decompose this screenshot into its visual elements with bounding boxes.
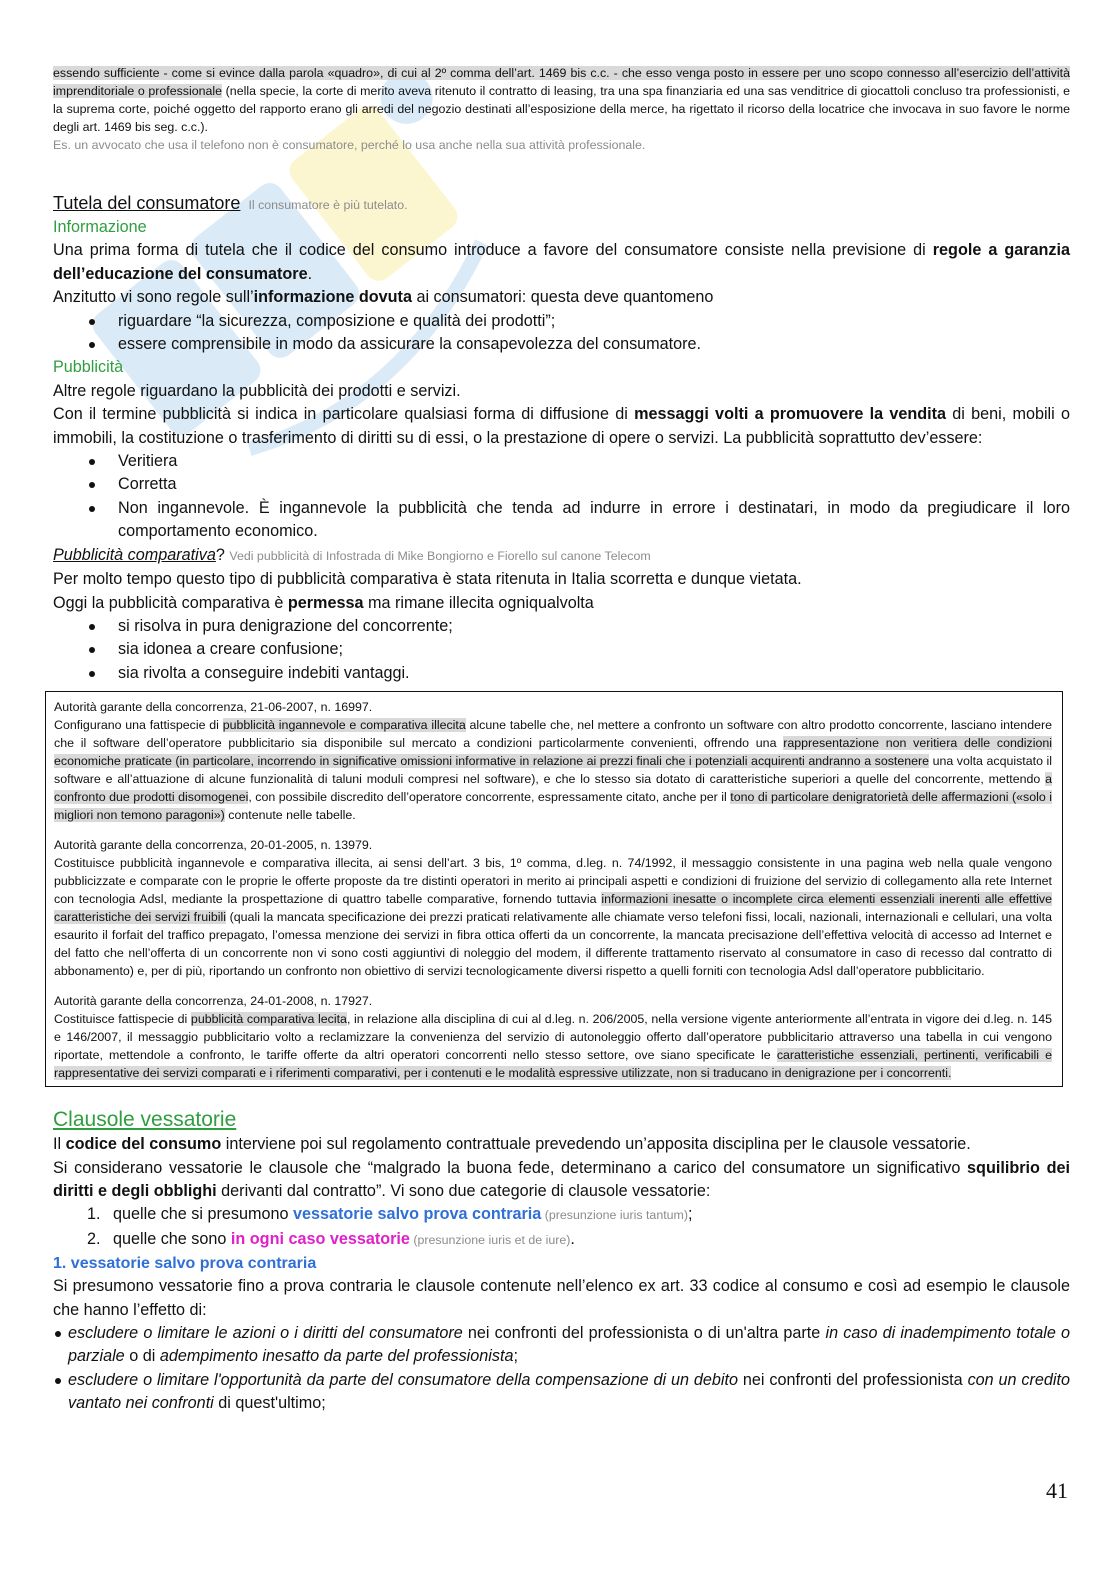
- subheading-vessatorie: 1. vessatorie salvo prova contraria: [53, 1255, 317, 1273]
- case-law-box: [45, 691, 1063, 1087]
- list-item: sia idonea a creare confusione;: [53, 638, 1070, 661]
- case-heading: Autorità garante della concorrenza, 24-01-2008, n. 17927.: [54, 994, 373, 1009]
- paragraph: Per molto tempo questo tipo di pubblicità comparativa è stata ritenuta in Italia scorretta e dunque vietata.: [53, 570, 802, 589]
- bullet-list: [53, 615, 1070, 685]
- section-note: Il consumatore è più tutelato.: [248, 198, 408, 212]
- case-heading: Autorità garante della concorrenza, 21-06-2007, n. 16997.: [54, 700, 373, 715]
- paragraph: Una prima forma di tutela che il codice del consumo introduce a favore del consumatore consiste nella previsione di regole a garanzia dell’educazione del consumatore.: [53, 241, 1070, 283]
- tutela-body: [53, 216, 1070, 685]
- paragraph: Si presumono vessatorie fino a prova contraria le clausole contenute nell’elenco ex art. 33 codice al consumo e così ad esempio le clausole che hanno l’effetto di:: [53, 1277, 1070, 1319]
- top-paragraph: essendo sufficiente - come si evince dalla parola «quadro», di cui al 2º comma dell’art. 1469 bis c.c. - che esso venga posto in essere per uno scopo connesso all’esercizio dell’attività imprenditoriale o professionale (nella specie, la corte di merito aveva ritenuto il contratto di leasing, tra una spa finanziaria ed una sas venditrice di giocattoli concluso tra professionisti, e la suprema corte, poiché oggetto del rapporto erano gli arredi del negozio destinati all’esposizione della merce, ha rigettato il ricorso della locatrice che invocava in suo favore le norme degli art. 1469 bis seg. c.c.).: [53, 66, 1071, 134]
- paragraph: Il codice del consumo interviene poi sul regolamento contrattuale prevedendo un’apposita disciplina per le clausole vessatorie.: [53, 1135, 971, 1154]
- bullet-list: [53, 450, 1070, 544]
- list-item: Veritiera: [53, 450, 1070, 473]
- paragraph: Anzitutto vi sono regole sull’informazione dovuta ai consumatori: questa deve quantomeno: [53, 288, 714, 307]
- list-item: si risolva in pura denigrazione del concorrente;: [53, 615, 1070, 638]
- list-item: 2. quelle che sono in ogni caso vessatorie (presunzione iuris et de iure).: [87, 1229, 575, 1248]
- list-item: 1. quelle che si presumono vessatorie salvo prova contraria (presunzione iuris tantum);: [87, 1205, 693, 1224]
- case-text: Costituisce pubblicità ingannevole e comparativa illecita, ai sensi dell’art. 3 bis, 1º comma, d.leg. n. 74/1992, il messaggio consistente in una pagina web nella quale vengono pubblicizzate e comparate con le proprie le offerte proposte da tre distinti operatori in merito ai principali aspetti e condizioni di fruizione del servizio di collegamento alla rete Internet con tecnologia Adsl, mediante la prospettazione di quattro tabelle comparative, fornendo tuttavia informazioni inesatte o incomplete circa elementi essenziali inerenti alle effettive caratteristiche dei servizi fruibili (quali la mancata specificazione dei prezzi praticati relativamente alle chiamate verso telefoni fissi, locali, nazionali, internazionali e cellulari, una volta esaurito il forfait del traffico prepagato, l’omessa menzione dei servizi in fibra ottica offerti da un concorrente, la mancata precisazione dell’effettiva velocità di accesso ad Internet e del fatto che nell’offerta di un concorrente non vi sono costi aggiuntivi di noleggio del modem, il differente trattamento riservato al consumatore in caso di recesso dal contratto di abbonamento) e, per di più, riportando un confronto non obiettivo di servizi tecnologicamente diversi rispetto a quelli forniti con tecnologia Adsl dall’operatore pubblicitario.: [54, 856, 1052, 979]
- list-item: essere comprensibile in modo da assicurare la consapevolezza del consumatore.: [53, 333, 1070, 356]
- case-text: Configurano una fattispecie di pubblicità ingannevole e comparativa illecita alcune tabelle che, nel mettere a confronto un software con altro prodotto concorrente, lasciano intendere che il software dell’operatore pubblicitario sia disponibile sul mercato a condizioni particolarmente convenienti, offrendo una rappresentazione non veritiera delle condizioni economiche praticate (in particolare, incorrendo in significative omissioni informative in relazione ai prezzi finali che i potenziali acquirenti andranno a sostenere una volta acquistato il software e all’attuazione di alcune funzionalità di taluni moduli compresi nel software), e che lo stesso sia dotato di caratteristiche superiori a quelle del concorrente, mettendo a confronto due prodotti disomogenei, con possibile discredito dell’operatore concorrente, espressamente citato, anche per il tono di particolare denigratorietà delle affermazioni («solo i migliori non temono paragoni») contenute nelle tabelle.: [54, 718, 1052, 823]
- document-page: [53, 64, 1070, 1416]
- case-entry: [54, 992, 1052, 1082]
- section-heading-clausole: Clausole vessatorie: [53, 1108, 237, 1132]
- case-entry: [54, 698, 1052, 824]
- bullet-list: [53, 1322, 1070, 1416]
- case-text: Costituisce fattispecie di pubblicità comparativa lecita, in relazione alla disciplina di cui al d.leg. n. 206/2005, nella versione vigente anteriormente all’entrata in vigore dei d.leg. n. 145 e 146/2007, il messaggio pubblicitario volto a reclamizzare la convenienza del servizio di autonoleggio offerto dall’operatore pubblicitario attraverso una tabella in cui vengono riportate, mettendole a confronto, le tariffe offerte da altri operatori concorrenti nello stesso settore, ove siano specificate le caratteristiche essenziali, pertinenti, verificabili e rappresentative dei servizi comparati e i riferimenti comparativi, per i contenuti e le modalità espressive utilizzate, non si traducano in denigrazione per i concorrenti.: [54, 1012, 1053, 1081]
- paragraph: Altre regole riguardano la pubblicità dei prodotti e servizi.: [53, 381, 461, 400]
- list-item: escludere o limitare le azioni o i diritti del consumatore nei confronti del professionista o di un'altra parte in caso di inadempimento totale o parziale o di adempimento inesatto da parte del professionista;: [53, 1322, 1070, 1369]
- subheading-comparativa: Pubblicità comparativa? Vedi pubblicità di Infostrada di Mike Bongiorno e Fiorello sul canone Telecom: [53, 545, 651, 564]
- highlighted-text: essendo sufficiente - come si evince dalla parola «quadro», di cui al 2º comma dell’art. 1469 bis c.c. - che esso venga posto in essere per uno scopo connesso all’esercizio dell’attività imprenditoriale o professionale: [53, 66, 1070, 98]
- section-title: Tutela del consumatore: [53, 193, 241, 213]
- subheading-pubblicita: Pubblicità: [53, 358, 124, 377]
- clausole-body: [53, 1133, 1070, 1415]
- section-heading-tutela: [53, 192, 1070, 216]
- paragraph: Si considerano vessatorie le clausole che “malgrado la buona fede, determinano a carico del consumatore un significativo squilibrio dei diritti e degli obblighi derivanti dal contratto”. Vi sono due categorie di clausole vessatorie:: [53, 1158, 1070, 1200]
- numbered-list: [53, 1203, 1070, 1252]
- list-item: riguardare “la sicurezza, composizione e qualità dei prodotti”;: [53, 310, 1070, 333]
- case-heading: Autorità garante della concorrenza, 20-01-2005, n. 13979.: [54, 838, 373, 853]
- list-item: Corretta: [53, 473, 1070, 496]
- list-item: Non ingannevole. È ingannevole la pubblicità che tenda ad indurre in errore i destinatari, in modo da pregiudicare il loro comportamento economico.: [53, 497, 1070, 544]
- example-note: Es. un avvocato che usa il telefono non è consumatore, perché lo usa anche nella sua attività professionale.: [53, 138, 646, 152]
- paragraph: Con il termine pubblicità si indica in particolare qualsiasi forma di diffusione di messaggi volti a promuovere la vendita di beni, mobili o immobili, la costituzione o trasferimento di diritti su di essi, o la prestazione di opere o servizi. La pubblicità soprattutto dev’essere:: [53, 405, 1070, 447]
- page-number: 41: [1046, 1478, 1068, 1503]
- case-entry: [54, 836, 1052, 980]
- subheading-informazione: Informazione: [53, 218, 147, 236]
- paragraph: Oggi la pubblicità comparativa è permessa ma rimane illecita ogniqualvolta: [53, 593, 594, 612]
- list-item: escludere o limitare l'opportunità da parte del consumatore della compensazione di un debito nei confronti del professionista con un credito vantato nei confronti di quest'ultimo;: [53, 1369, 1070, 1416]
- bullet-list: [53, 310, 1070, 357]
- top-excerpt: [53, 64, 1070, 154]
- list-item: sia rivolta a conseguire indebiti vantaggi.: [53, 662, 1070, 685]
